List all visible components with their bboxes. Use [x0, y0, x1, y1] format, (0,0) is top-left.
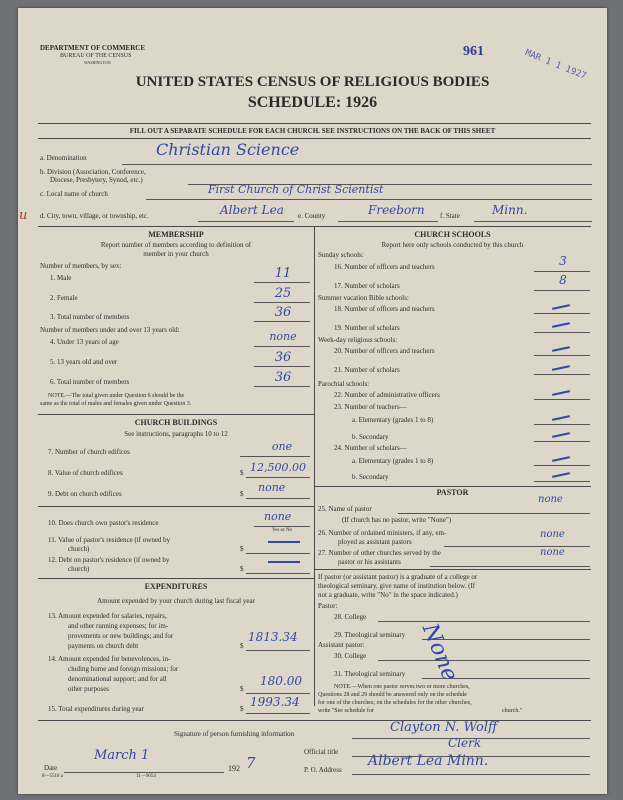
q23a-label: a. Elementary (grades 1 to 8)	[352, 416, 434, 424]
county-label: e. County	[298, 212, 326, 220]
q26-value: none	[540, 529, 565, 540]
q5-value: 36	[274, 350, 292, 365]
q24a-label: a. Elementary (grades 1 to 8)	[352, 457, 434, 465]
census-schedule-sheet	[18, 8, 607, 794]
assistant-pastor-label: Assistant pastor:	[318, 641, 365, 649]
state-value: Minn.	[492, 203, 528, 217]
membership-intro-2: member in your church	[143, 250, 209, 258]
po-address-value: Albert Lea Minn.	[368, 753, 489, 769]
q9-label: 9. Debt on church edifices	[48, 490, 122, 498]
dept-line-2: BUREAU OF THE CENSUS	[60, 53, 132, 59]
q13-dollar: $	[240, 642, 244, 650]
column-divider	[314, 226, 315, 706]
q18-label: 18. Number of officers and teachers	[334, 305, 435, 313]
membership-note-2: same as the total of males and females given under Question 3.	[40, 401, 192, 407]
q15-label: 15. Total expenditures during year	[48, 705, 144, 713]
margin-check-mark: u	[19, 208, 28, 223]
q15-dollar: $	[240, 705, 244, 713]
q13-value: 1813.34	[248, 630, 298, 644]
q7-label: 7. Number of church edifices	[48, 448, 130, 456]
pastor-note-3: for one of the churches; on the schedules for the other churches,	[318, 700, 472, 706]
q7-value: one	[271, 440, 293, 453]
q2-label: 2. Female	[50, 294, 78, 302]
q21-label: 21. Number of scholars	[334, 366, 400, 374]
schools-heading: CHURCH SCHOOLS	[414, 230, 491, 239]
q10-value: none	[264, 510, 292, 523]
q2-value: 25	[274, 286, 292, 301]
form-number: 961	[463, 44, 484, 59]
form-subtitle: SCHEDULE: 1926	[247, 94, 378, 111]
graduate-note-1: If pastor (or assistant pastor) is a graduate of a college or	[318, 573, 478, 581]
q11-dash-mark	[268, 541, 300, 543]
q1-label: 1. Male	[50, 274, 72, 282]
signature-value: Clayton N. Wolff	[390, 720, 498, 735]
q31-label: 31. Theological seminary	[334, 670, 406, 678]
county-value: Freeborn	[368, 203, 425, 217]
q14-dollar: $	[240, 685, 244, 693]
q3-label: 3. Total number of members	[50, 313, 130, 321]
state-label: f. State	[440, 212, 460, 220]
expenditures-intro: Amount expended by your church during last fiscal year	[97, 597, 255, 605]
year-value: 7	[246, 754, 256, 772]
q8-label: 8. Value of church edifices	[48, 469, 123, 477]
q12-label-1: 12. Debt on pastor's residence (if owned by	[48, 556, 170, 564]
form-title: UNITED STATES CENSUS OF RELIGIOUS BODIES	[135, 74, 490, 90]
instruction-line: FILL OUT A SEPARATE SCHEDULE FOR EACH CHURCH. SEE INSTRUCTIONS ON THE BACK OF THIS SHEET	[129, 127, 496, 135]
date-label: Date	[44, 764, 58, 772]
q23a-dash-mark	[552, 415, 570, 421]
q12-dash-mark	[268, 561, 300, 563]
signature-label: Signature of person furnishing information	[174, 730, 295, 738]
po-address-label: P. O. Address	[304, 766, 342, 774]
q18-dash-mark	[552, 304, 570, 310]
q14-label: 14. Amount expended for benevolences, in- cluding home and foreign missions; for denominational support; and for all other purposes	[48, 655, 179, 693]
q17-label: 17. Number of scholars	[334, 282, 400, 290]
official-title-label: Official title	[304, 748, 339, 756]
q6-value: 36	[274, 370, 292, 385]
q23-label: 23. Number of teachers—	[334, 403, 407, 411]
q23b-dash-mark	[552, 432, 570, 438]
received-date-stamp: MAR 1 1 1927	[523, 48, 588, 82]
official-title-value: Clerk	[448, 736, 482, 750]
print-code: 11—9054	[136, 774, 156, 779]
q22-label: 22. Number of administrative officers	[334, 391, 440, 399]
schools-intro: Report here only schools conducted by this church	[381, 241, 524, 249]
q11-label-1: 11. Value of pastor's residence (if owned by	[48, 536, 171, 544]
year-label: 192	[228, 764, 240, 773]
denomination-value: Christian Science	[156, 140, 300, 159]
q24b-dash-mark	[552, 472, 570, 478]
q12-label-2: church)	[68, 565, 90, 573]
q27-value: none	[540, 547, 565, 558]
q1-value: 11	[274, 266, 292, 281]
q20-dash-mark	[552, 346, 570, 352]
q19-dash-mark	[552, 322, 570, 328]
q5-label: 5. 13 years old and over	[50, 358, 118, 366]
q4-value: none	[269, 330, 297, 343]
q25-value: none	[538, 494, 563, 505]
q3-value: 36	[274, 305, 292, 320]
q6-label: 6. Total number of members	[50, 378, 130, 386]
parochial-schools-label: Parochial schools:	[318, 380, 370, 388]
graduate-note-2: theological seminary, give name of institution below. (If	[318, 582, 476, 590]
q12-dollar: $	[240, 565, 244, 573]
q24-label: 24. Number of scholars—	[334, 444, 407, 452]
q22-dash-mark	[552, 390, 570, 396]
graduate-note-3: not a graduate, write "No" in the space indicated.)	[318, 591, 458, 599]
q30-label: 30. College	[334, 652, 367, 660]
local-name-value: First Church of Christ Scientist	[208, 183, 384, 196]
q8-dollar: $	[240, 469, 244, 477]
pastor-note-4b: church."	[502, 708, 523, 714]
division-label-2: Diocese, Presbytery, Synod, etc.)	[50, 176, 143, 184]
q26-label-2: ployed as assistant pastors	[338, 538, 412, 546]
summer-schools-label: Summer vacation Bible schools:	[318, 294, 409, 302]
membership-note-1: NOTE.—The total given under Question 6 should be the	[48, 393, 185, 399]
q4-label: 4. Under 13 years of age	[50, 338, 119, 346]
weekday-schools-label: Week-day religious schools:	[318, 336, 398, 344]
q21-dash-mark	[552, 365, 570, 371]
q27-label-2: pastor or his assistants	[338, 558, 401, 566]
q10-hint: Yes or No	[272, 528, 293, 533]
buildings-heading: CHURCH BUILDINGS	[134, 418, 218, 427]
q9-value: none	[258, 481, 286, 494]
date-value: March 1	[94, 748, 150, 763]
q9-dollar: $	[240, 490, 244, 498]
q10-label: 10. Does church own pastor's residence	[48, 519, 159, 527]
q24a-dash-mark	[552, 456, 570, 462]
local-name-label: c. Local name of church	[40, 190, 108, 198]
dept-line-3: WASHINGTON	[84, 60, 111, 65]
q25-hint: (If church has no pastor, write "None")	[342, 516, 452, 524]
q11-label-2: church)	[68, 545, 90, 553]
q23b-label: b. Secondary	[352, 433, 389, 441]
denomination-label: a. Denomination	[40, 154, 87, 162]
q16-value: 3	[559, 254, 567, 268]
q19-label: 19. Number of scholars	[334, 324, 400, 332]
q29-label: 29. Theological seminary	[334, 631, 406, 639]
q24b-label: b. Secondary	[352, 473, 389, 481]
pastor-heading: PASTOR	[436, 488, 469, 497]
city-label: d. City, town, village, or township, etc.	[40, 212, 149, 220]
q25-label: 25. Name of pastor	[318, 505, 372, 513]
pastor-note-1: NOTE.—When one pastor serves two or more churches,	[334, 684, 470, 690]
pastor-note-2: Questions 28 and 29 should be answered only on the schedule	[318, 692, 467, 698]
division-label-1: b. Division (Association, Conference,	[40, 168, 146, 176]
membership-heading: MEMBERSHIP	[148, 230, 204, 239]
sunday-schools-label: Sunday schools:	[318, 251, 364, 259]
expenditures-heading: EXPENDITURES	[144, 582, 208, 591]
city-value: Albert Lea	[220, 203, 284, 217]
membership-intro-1: Report number of members according to definition of	[100, 241, 252, 249]
header-divider-top	[38, 123, 591, 124]
buildings-intro: See instructions, paragraphs 10 to 12	[124, 430, 228, 438]
q26-label-1: 26. Number of ordained ministers, if any, em-	[318, 529, 447, 537]
pastor-note-4: write "See schedule for	[318, 708, 374, 714]
q14-value: 180.00	[260, 674, 302, 688]
q16-label: 16. Number of officers and teachers	[334, 263, 435, 271]
q17-value: 8	[559, 273, 567, 287]
pastor-label: Pastor:	[318, 602, 338, 610]
members-by-sex-label: Number of members, by sex:	[40, 262, 122, 270]
q27-label-1: 27. Number of other churches served by the	[318, 549, 441, 557]
q28-label: 28. College	[334, 613, 367, 621]
age-intro-label: Number of members under and over 13 years old:	[40, 326, 180, 334]
form-code: 8—5518 a	[42, 774, 63, 779]
q11-dollar: $	[240, 545, 244, 553]
q13-label: 13. Amount expended for salaries, repairs, and other running expenses; for im- provements or new buildings; and for payments on church debt	[48, 612, 174, 650]
q8-value: 12,500.00	[250, 461, 306, 474]
header-divider-bottom	[38, 138, 591, 139]
q20-label: 20. Number of officers and teachers	[334, 347, 435, 355]
dept-line-1: DEPARTMENT OF COMMERCE	[40, 44, 146, 52]
none-handwritten: None	[416, 620, 463, 685]
q15-value: 1993.34	[250, 695, 300, 709]
